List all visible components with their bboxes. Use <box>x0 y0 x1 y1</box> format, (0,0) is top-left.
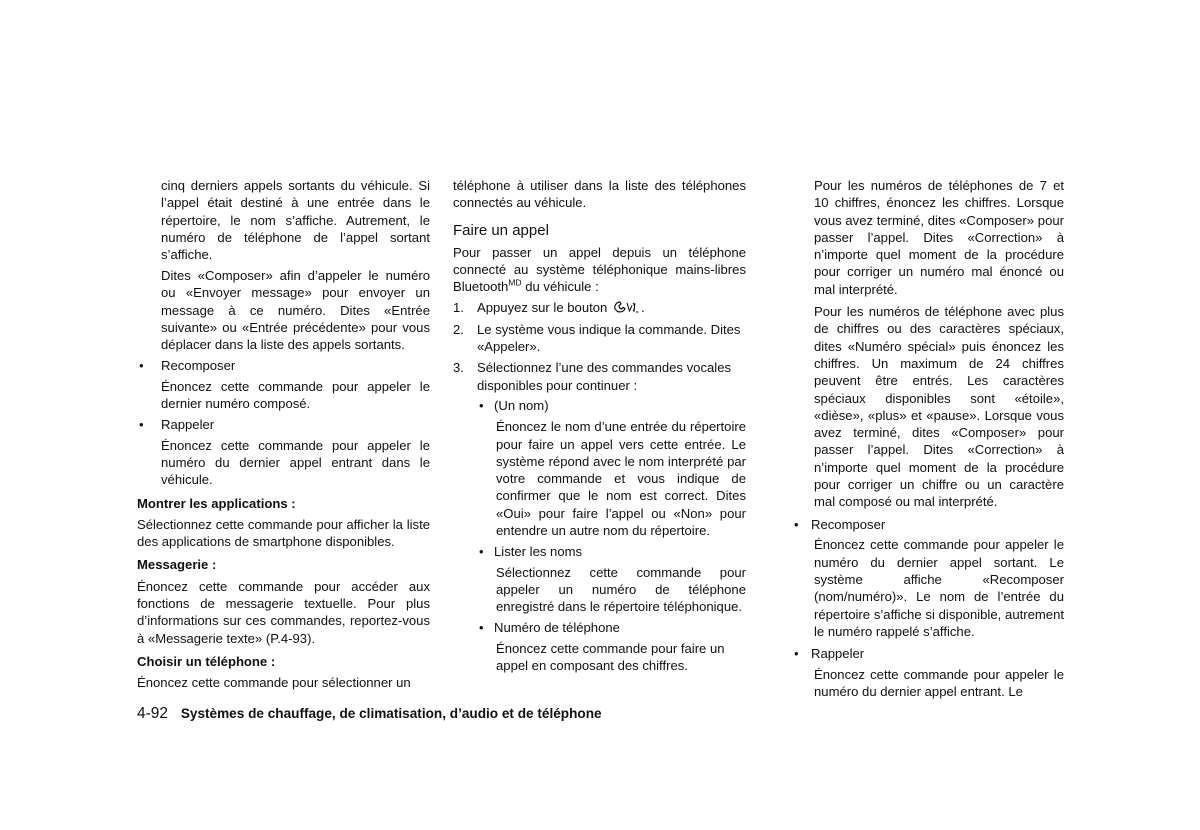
page-number: 4-92 <box>137 705 169 722</box>
sub-item-label: (Un nom) <box>494 398 549 414</box>
step-1: 1. Appuyez sur le bouton . <box>453 300 645 316</box>
step-3 <box>453 359 746 394</box>
bullet-icon: • <box>139 357 144 373</box>
phone-voice-icon <box>611 300 641 314</box>
chapter-title: Systèmes de chauffage, de climatisation, d’audio et de téléphone <box>180 706 602 721</box>
sub-item-text: Sélectionnez cette commande pour appeler un numéro de téléphone enregistré dans le répertoire téléphonique. <box>496 564 746 615</box>
sub-item-label: Numéro de téléphone <box>494 620 620 636</box>
bullet-icon: • <box>479 543 484 559</box>
bullet-icon: • <box>479 398 484 414</box>
step-number: 1. <box>453 300 464 316</box>
column-left <box>137 177 430 692</box>
sub-item-text: Énoncez cette commande pour faire un appel en composant des chiffres. <box>496 640 725 674</box>
step-number: 3. <box>453 360 464 376</box>
bullet-icon: • <box>794 516 799 532</box>
sub-item-list-names <box>453 543 746 560</box>
sub-item-text: Énoncez le nom d’une entrée du répertoire pour faire un appel vers cette entrée. Le système répond avec le nom interprété par votre commande et vous indique de confirmer que le nom est correct. Dites «Oui» pour faire l’appel ou «Non» pour entendre un autre nom du répertoire. <box>496 419 746 539</box>
step-text: Sélectionnez l’une des commandes vocales disponibles pour continuer : <box>477 360 732 393</box>
page-footer <box>137 704 602 724</box>
heading-choose-phone: Choisir un téléphone : <box>137 653 276 669</box>
paragraph-outgoing-calls: cinq derniers appels sortants du véhicule. Si l’appel était destiné à une entrée dans le répertoire, le nom s’affiche. Autrement, le numéro de téléphone de l’appel sortant s’affiche. <box>161 178 430 263</box>
paragraph-make-call-intro: Pour passer un appel depuis un téléphone connecté au système téléphonique mains-libres Bluetooth$^{MD}$ du véhicule : <box>453 244 746 295</box>
sub-item-phone-number <box>453 619 746 636</box>
paragraph-choose-phone: Énoncez cette commande pour sélectionner un <box>137 675 411 691</box>
list-item-label: Recomposer <box>161 357 236 373</box>
list-item-text: Énoncez cette commande pour appeler le dernier numéro composé. <box>161 378 430 412</box>
list-item-text: Énoncez cette commande pour appeler le numéro du dernier appel sortant. Le système affiche «Recomposer (nom/numéro)». Le nom de l’entrée du répertoire s’affiche si disponible, autrement le numéro rappelé s’affiche. <box>814 537 1064 639</box>
column-right <box>794 177 1064 701</box>
paragraph-compose-hint: Dites «Composer» afin d’appeler le numéro ou «Envoyer message» pour envoyer un message à ce numéro. Dites «Entrée suivante» ou «Entrée précédente» pour vous déplacer dans la liste des appels sortants. <box>161 267 430 353</box>
step-number: 2. <box>453 321 464 337</box>
column-middle <box>453 177 746 674</box>
heading-show-apps: Montrer les applications : <box>137 495 296 511</box>
list-item-rappeler <box>137 416 430 433</box>
list-item-text: Énoncez cette commande pour appeler le numéro du dernier appel entrant. Le <box>814 667 1064 700</box>
list-item-text: Énoncez cette commande pour appeler le numéro du dernier appel entrant dans le véhicule. <box>161 437 430 488</box>
list-item-rappeler <box>794 645 1064 662</box>
step-2 <box>453 321 746 356</box>
heading-messaging: Messagerie : <box>137 557 217 573</box>
list-item-label: Recomposer <box>811 516 886 532</box>
sub-item-label: Lister les noms <box>494 543 583 559</box>
bullet-icon: • <box>794 646 799 662</box>
paragraph-7-10-digits: Pour les numéros de téléphones de 7 et 10 chiffres, énoncez les chiffres. Lorsque vous avez terminé, dites «Composer» pour passer l’appel. Dites «Correction» à n’importe quel moment de la procédure pour corriger un numéro mal énoncé ou mal interprété. <box>814 178 1064 297</box>
bullet-icon: • <box>139 416 144 432</box>
paragraph-special-number: Pour les numéros de téléphone avec plus de chiffres ou des caractères spéciaux, dites «Numéro spécial» puis énoncez les chiffres. Un maximum de 24 chiffres peuvent être entrés. Les caractères spéciaux disponibles sont «étoile», «dièse», «plus» et «pause». Lorsque vous avez terminé, dites «Composer» pour passer l’appel. Dites «Correction» à n’importe quel moment de la procédure pour corriger un chiffre ou un caractère mal composé ou mal interprété. <box>814 304 1064 510</box>
bullet-icon: • <box>479 620 484 636</box>
paragraph-messaging: Énoncez cette commande pour accéder aux fonctions de messagerie textuelle. Pour plus d’informations sur ces commandes, reportez-vous à «Messagerie texte» (P.4-93). <box>137 578 430 646</box>
sub-item-name <box>453 397 746 414</box>
step-text: Appuyez sur le bouton <box>477 300 608 316</box>
step-text: Le système vous indique la commande. Dites «Appeler». <box>477 321 741 355</box>
paragraph-phone-list: téléphone à utiliser dans la liste des téléphones connectés au véhicule. <box>453 178 746 211</box>
list-item-recomposer <box>794 516 1064 533</box>
heading-make-call: Faire un appel <box>453 221 549 239</box>
paragraph-show-apps: Sélectionnez cette commande pour afficher la liste des applications de smartphone disponibles. <box>137 516 430 550</box>
list-item-recomposer <box>137 357 430 374</box>
list-item-label: Rappeler <box>811 646 865 662</box>
list-item-label: Rappeler <box>161 416 215 432</box>
